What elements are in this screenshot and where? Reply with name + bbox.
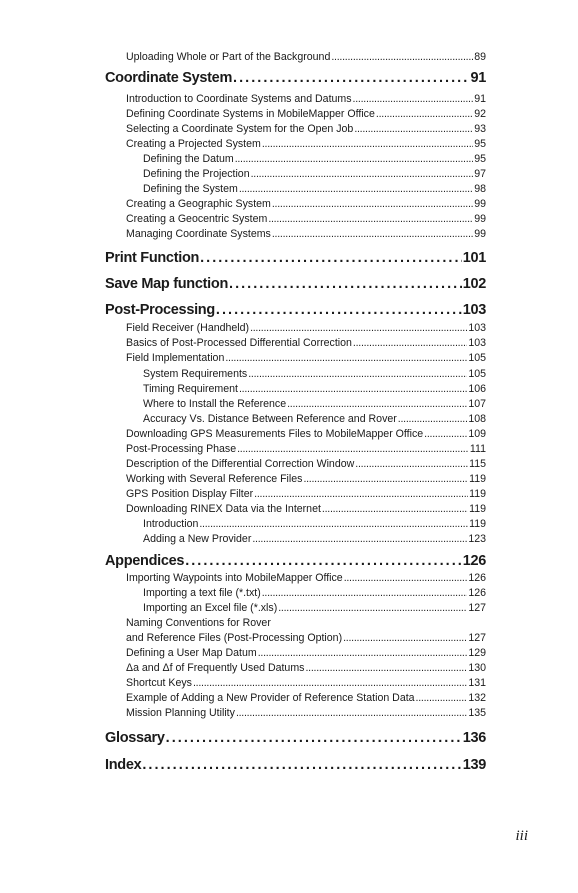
toc-page-number: 115 (469, 458, 486, 470)
toc-entry[interactable] (126, 228, 486, 240)
toc-page-number: 127 (468, 632, 486, 644)
toc-title: Downloading GPS Measurements Files to MobileMapper Office (126, 428, 424, 440)
toc-chapter[interactable] (105, 276, 486, 292)
toc-entry[interactable] (143, 533, 486, 545)
dot-leader (353, 93, 474, 105)
dot-leader (416, 692, 468, 704)
toc-entry[interactable] (126, 473, 486, 485)
dot-leader (251, 168, 474, 180)
dot-leader (200, 250, 462, 266)
dot-leader (303, 473, 468, 485)
dot-leader (254, 488, 468, 500)
toc-title: Appendices (105, 553, 185, 569)
dot-leader (354, 123, 473, 135)
toc-title: Importing Waypoints into MobileMapper Office (126, 572, 343, 584)
toc-entry-text: Naming Conventions for Rover (126, 617, 271, 629)
toc-page-number: 91 (470, 70, 486, 86)
toc-page-number: 109 (468, 428, 486, 440)
toc-title: System Requirements (143, 368, 248, 380)
toc-page-number: 136 (462, 730, 486, 746)
toc-title: Shortcut Keys (126, 677, 192, 689)
toc-page-number: 131 (468, 677, 486, 689)
toc-title: and Reference Files (Post-Processing Option) (126, 632, 343, 644)
toc-title: Timing Requirement (143, 383, 238, 395)
toc-entry[interactable] (126, 198, 486, 210)
dot-leader (235, 153, 474, 165)
dot-leader (216, 302, 462, 318)
toc-entry[interactable] (126, 352, 486, 364)
toc-entry[interactable] (126, 322, 486, 334)
dot-leader (268, 213, 473, 225)
toc-entry[interactable] (126, 632, 486, 644)
toc-page-number: 103 (462, 302, 486, 318)
toc-title: Description of the Differential Correction Window (126, 458, 355, 470)
toc-entry[interactable] (126, 443, 486, 455)
toc-entry[interactable] (126, 692, 486, 704)
dot-leader (258, 647, 468, 659)
toc-entry[interactable] (126, 458, 486, 470)
toc-entry[interactable] (126, 662, 486, 674)
toc-entry[interactable] (126, 93, 486, 105)
page-number: iii (515, 828, 528, 844)
toc-title: Coordinate System (105, 70, 233, 86)
dot-leader (322, 503, 468, 515)
toc-page-number: 95 (474, 153, 486, 165)
toc-entry[interactable] (126, 503, 486, 515)
dot-leader (272, 198, 473, 210)
toc-page-number: 103 (468, 337, 486, 349)
toc-title: Introduction to Coordinate Systems and Datums (126, 93, 352, 105)
dot-leader (344, 572, 468, 584)
toc-entry[interactable] (143, 602, 486, 614)
toc-entry[interactable] (126, 337, 486, 349)
toc-page-number: 119 (469, 473, 486, 485)
toc-page-number: 119 (469, 503, 486, 515)
toc-page-number: 91 (474, 93, 486, 105)
toc-title: Example of Adding a New Provider of Reference Station Data (126, 692, 415, 704)
toc-page-number: 93 (474, 123, 486, 135)
toc-page-number: 99 (474, 198, 486, 210)
toc-entry[interactable] (126, 108, 486, 120)
dot-leader (272, 228, 473, 240)
toc-title: Downloading RINEX Data via the Internet (126, 503, 321, 515)
dot-leader (237, 443, 469, 455)
toc-title: Save Map function (105, 276, 229, 292)
toc-entry[interactable] (126, 677, 486, 689)
dot-leader (262, 587, 468, 599)
dot-leader (199, 518, 468, 530)
toc-page-number: 108 (468, 413, 486, 425)
toc-page-number: 102 (462, 276, 486, 292)
dot-leader (424, 428, 467, 440)
toc-title: Post-Processing (105, 302, 215, 318)
toc-entry[interactable] (143, 168, 486, 180)
toc-page-number: 126 (468, 587, 486, 599)
toc-title: Post-Processing Phase (126, 443, 237, 455)
toc-title: Adding a New Provider (143, 533, 252, 545)
dot-leader (229, 276, 462, 292)
dot-leader (239, 383, 467, 395)
dot-leader (262, 138, 473, 150)
toc-title: Importing an Excel file (*.xls) (143, 602, 278, 614)
toc-title: Field Receiver (Handheld) (126, 322, 250, 334)
toc-title: Managing Coordinate Systems (126, 228, 271, 240)
toc-entry[interactable] (143, 368, 486, 380)
toc-title: Selecting a Coordinate System for the Open Job (126, 123, 354, 135)
dot-leader (305, 662, 467, 674)
toc-title: Δa and Δf of Frequently Used Datums (126, 662, 305, 674)
toc-page-number: 97 (474, 168, 486, 180)
dot-leader (331, 51, 473, 63)
toc-chapter[interactable] (105, 250, 486, 266)
toc-entry[interactable] (143, 383, 486, 395)
toc-chapter[interactable] (105, 70, 486, 86)
dot-leader (193, 677, 467, 689)
toc-chapter[interactable] (105, 302, 486, 318)
toc-page-number: 98 (474, 183, 486, 195)
toc-page-number: 89 (474, 51, 486, 63)
toc-page-number: 95 (474, 138, 486, 150)
dot-leader (166, 730, 462, 746)
dot-leader (343, 632, 467, 644)
dot-leader (185, 553, 462, 569)
toc-page-number: 92 (474, 108, 486, 120)
toc-page-number: 119 (469, 488, 486, 500)
toc-page-number: 105 (468, 352, 486, 364)
toc-title: Working with Several Reference Files (126, 473, 303, 485)
dot-leader (252, 533, 467, 545)
toc-entry[interactable] (143, 518, 486, 530)
dot-leader (355, 458, 468, 470)
toc-entry[interactable] (126, 428, 486, 440)
toc-title: Introduction (143, 518, 199, 530)
toc-page-number: 135 (468, 707, 486, 719)
toc-page-number: 130 (468, 662, 486, 674)
toc-page-number: 132 (468, 692, 486, 704)
dot-leader (248, 368, 467, 380)
dot-leader (239, 183, 473, 195)
toc-page-number: 103 (468, 322, 486, 334)
toc-page-number: 101 (462, 250, 486, 266)
toc-title: Creating a Projected System (126, 138, 261, 150)
dot-leader (287, 398, 467, 410)
toc-chapter[interactable] (105, 730, 486, 746)
toc-page-number: 126 (468, 572, 486, 584)
toc-entry[interactable] (126, 647, 486, 659)
dot-leader (398, 413, 468, 425)
toc-entry[interactable] (126, 213, 486, 225)
toc-title: GPS Position Display Filter (126, 488, 254, 500)
toc-title: Glossary (105, 730, 165, 746)
dot-leader (250, 322, 467, 334)
toc-title: Basics of Post-Processed Differential Correction (126, 337, 352, 349)
toc-entry[interactable] (126, 51, 486, 63)
toc-page-number: 119 (469, 518, 486, 530)
toc-page-number: 107 (468, 398, 486, 410)
toc-title: Defining the Datum (143, 153, 234, 165)
toc-entry[interactable] (143, 587, 486, 599)
dot-leader (225, 352, 467, 364)
toc-title: Defining Coordinate Systems in MobileMapper Office (126, 108, 375, 120)
toc-chapter[interactable] (105, 757, 486, 773)
toc-page-number: 105 (468, 368, 486, 380)
toc-chapter[interactable] (105, 553, 486, 569)
toc-entry[interactable] (126, 123, 486, 135)
dot-leader (376, 108, 473, 120)
toc-page-number: 111 (469, 443, 486, 455)
toc-page-number: 126 (462, 553, 486, 569)
toc-page-number: 99 (474, 228, 486, 240)
toc-title: Importing a text file (*.txt) (143, 587, 261, 599)
toc-title: Defining the System (143, 183, 238, 195)
toc-entry[interactable] (143, 153, 486, 165)
toc-entry[interactable] (143, 413, 486, 425)
toc-title: Creating a Geocentric System (126, 213, 268, 225)
toc-title: Mission Planning Utility (126, 707, 235, 719)
toc-title: Uploading Whole or Part of the Background (126, 51, 331, 63)
toc-title: Print Function (105, 250, 200, 266)
dot-leader (233, 70, 469, 86)
toc-entry[interactable] (143, 398, 486, 410)
toc-entry[interactable] (126, 138, 486, 150)
toc-entry[interactable] (143, 183, 486, 195)
toc-page-number: 99 (474, 213, 486, 225)
toc-title: Creating a Geographic System (126, 198, 271, 210)
toc-title: Where to Install the Reference (143, 398, 287, 410)
toc-title: Defining a User Map Datum (126, 647, 257, 659)
dot-leader (236, 707, 467, 719)
toc-page-number: 139 (462, 757, 486, 773)
toc-page-number: 106 (468, 383, 486, 395)
toc-title: Defining the Projection (143, 168, 250, 180)
toc-entry[interactable] (126, 488, 486, 500)
toc-page-number: 127 (468, 602, 486, 614)
toc-entry[interactable] (126, 572, 486, 584)
toc-entry[interactable] (126, 707, 486, 719)
toc-title: Field Implementation (126, 352, 225, 364)
dot-leader (353, 337, 467, 349)
dot-leader (278, 602, 467, 614)
toc-title: Accuracy Vs. Distance Between Reference and Rover (143, 413, 397, 425)
toc-page-number: 123 (468, 533, 486, 545)
toc-title: Index (105, 757, 142, 773)
dot-leader (142, 757, 461, 773)
toc-page-number: 129 (468, 647, 486, 659)
